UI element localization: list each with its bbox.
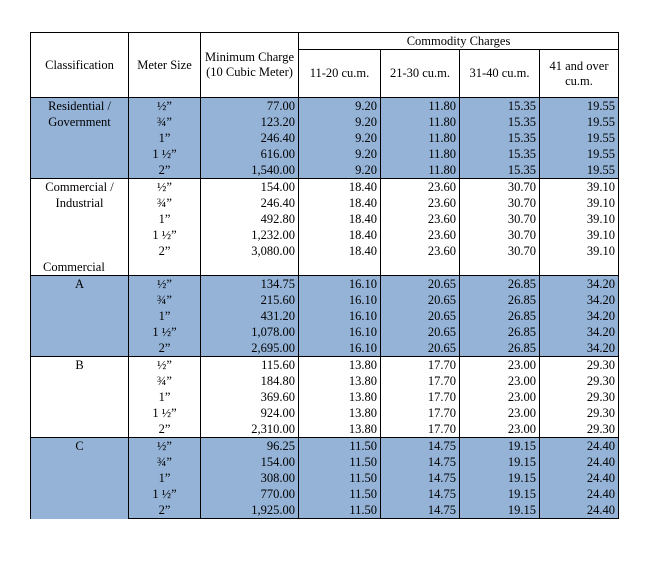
minimum-charge-cell: 215.60 (201, 292, 299, 308)
tier4-cell: 29.30 (540, 357, 619, 374)
tier1-cell: 16.10 (299, 340, 381, 357)
tier4-cell: 29.30 (540, 421, 619, 438)
table-row (31, 276, 619, 293)
tier1-cell: 9.20 (299, 146, 381, 162)
tier3-cell: 23.00 (460, 357, 540, 374)
tier2-cell: 11.80 (381, 130, 460, 146)
minimum-charge-cell: 3,080.00 (201, 243, 299, 259)
tier1-cell: 13.80 (299, 357, 381, 374)
tier2-cell: 20.65 (381, 308, 460, 324)
tier4-cell: 19.55 (540, 146, 619, 162)
tier2-cell: 23.60 (381, 211, 460, 227)
meter-size-cell: ¾” (129, 195, 201, 211)
tier1-cell: 11.50 (299, 486, 381, 502)
tier1-cell: 9.20 (299, 114, 381, 130)
tier4-cell: 19.55 (540, 162, 619, 179)
empty-cell (381, 259, 460, 276)
tier4-cell: 39.10 (540, 179, 619, 196)
tier1-cell: 11.50 (299, 454, 381, 470)
tier1-cell: 18.40 (299, 227, 381, 243)
tier3-cell: 30.70 (460, 227, 540, 243)
tier4-cell: 34.20 (540, 340, 619, 357)
tier3-cell: 26.85 (460, 308, 540, 324)
meter-size-cell: 1 ½” (129, 486, 201, 502)
tier4-cell: 29.30 (540, 373, 619, 389)
tier4-cell: 34.20 (540, 324, 619, 340)
tier1-cell: 13.80 (299, 389, 381, 405)
meter-size-cell: 1” (129, 211, 201, 227)
minimum-charge-cell: 1,078.00 (201, 324, 299, 340)
tier1-cell: 18.40 (299, 195, 381, 211)
minimum-charge-cell: 2,695.00 (201, 340, 299, 357)
minimum-charge-cell: 431.20 (201, 308, 299, 324)
tier3-cell: 26.85 (460, 292, 540, 308)
water-rates-table (30, 32, 619, 519)
tier3-cell: 15.35 (460, 162, 540, 179)
classification-label: Commercial / (45, 180, 114, 194)
meter-size-cell: ½” (129, 357, 201, 374)
tier1-cell: 18.40 (299, 211, 381, 227)
minimum-charge-cell: 616.00 (201, 146, 299, 162)
tier4-cell: 34.20 (540, 308, 619, 324)
meter-size-cell: 1” (129, 130, 201, 146)
tier4-cell: 39.10 (540, 243, 619, 259)
minimum-charge-cell: 123.20 (201, 114, 299, 130)
header-tier-41-over: 41 and over cu.m. (540, 50, 619, 98)
tier4-cell: 39.10 (540, 227, 619, 243)
meter-size-cell: ¾” (129, 114, 201, 130)
tier3-cell: 15.35 (460, 114, 540, 130)
tier3-cell: 26.85 (460, 324, 540, 340)
tier2-cell: 20.65 (381, 340, 460, 357)
meter-size-cell: 2” (129, 243, 201, 259)
tier4-cell: 34.20 (540, 292, 619, 308)
minimum-charge-cell: 115.60 (201, 357, 299, 374)
tier1-cell: 16.10 (299, 276, 381, 293)
meter-size-cell: 1 ½” (129, 146, 201, 162)
minimum-charge-cell: 246.40 (201, 195, 299, 211)
meter-size-cell: ¾” (129, 373, 201, 389)
tier2-cell: 23.60 (381, 243, 460, 259)
meter-size-cell: 1” (129, 389, 201, 405)
tier4-cell: 19.55 (540, 130, 619, 146)
empty-cell (540, 259, 619, 276)
header-minimum-charge: Minimum Charge (10 Cubic Meter) (201, 33, 299, 98)
meter-size-cell: 1 ½” (129, 405, 201, 421)
classification-label: B (75, 358, 84, 372)
tier1-cell: 13.80 (299, 373, 381, 389)
tier2-cell: 23.60 (381, 227, 460, 243)
tier2-cell: 17.70 (381, 405, 460, 421)
tier3-cell: 23.00 (460, 405, 540, 421)
header-tier-31-40: 31-40 cu.m. (460, 50, 540, 98)
empty-cell (129, 259, 201, 276)
meter-size-cell: 2” (129, 502, 201, 519)
table-header (31, 33, 619, 98)
tier1-cell: 13.80 (299, 421, 381, 438)
tier3-cell: 15.35 (460, 130, 540, 146)
tier4-cell: 24.40 (540, 502, 619, 519)
table-row (31, 357, 619, 374)
meter-size-cell: ¾” (129, 292, 201, 308)
tier4-cell: 29.30 (540, 405, 619, 421)
tier2-cell: 23.60 (381, 179, 460, 196)
minimum-charge-cell: 308.00 (201, 470, 299, 486)
meter-size-cell: ½” (129, 438, 201, 455)
classification-label: C (75, 439, 84, 453)
tier2-cell: 14.75 (381, 502, 460, 519)
header-meter-size: Meter Size (129, 33, 201, 98)
tier4-cell: 34.20 (540, 276, 619, 293)
tier3-cell: 23.00 (460, 389, 540, 405)
tier2-cell: 17.70 (381, 357, 460, 374)
empty-cell (460, 259, 540, 276)
tier2-cell: 11.80 (381, 98, 460, 115)
tier1-cell: 11.50 (299, 470, 381, 486)
tier1-cell: 11.50 (299, 438, 381, 455)
tier2-cell: 14.75 (381, 486, 460, 502)
tier1-cell: 16.10 (299, 308, 381, 324)
tier4-cell: 24.40 (540, 438, 619, 455)
tier1-cell: 16.10 (299, 292, 381, 308)
tier3-cell: 30.70 (460, 179, 540, 196)
minimum-charge-cell: 1,925.00 (201, 502, 299, 519)
meter-size-cell: 2” (129, 162, 201, 179)
tier2-cell: 14.75 (381, 454, 460, 470)
classification-cell (31, 438, 129, 519)
tier1-cell: 9.20 (299, 130, 381, 146)
tier3-cell: 26.85 (460, 276, 540, 293)
minimum-charge-cell: 369.60 (201, 389, 299, 405)
minimum-charge-cell: 492.80 (201, 211, 299, 227)
tier1-cell: 13.80 (299, 405, 381, 421)
empty-cell (299, 259, 381, 276)
meter-size-cell: ¾” (129, 454, 201, 470)
meter-size-cell: ½” (129, 179, 201, 196)
tier1-cell: 9.20 (299, 98, 381, 115)
tier3-cell: 15.35 (460, 146, 540, 162)
table-body (31, 98, 619, 519)
tier3-cell: 30.70 (460, 211, 540, 227)
tier3-cell: 30.70 (460, 195, 540, 211)
classification-subheading: Commercial (31, 259, 129, 276)
tier3-cell: 19.15 (460, 454, 540, 470)
header-tier-21-30: 21-30 cu.m. (381, 50, 460, 98)
tier4-cell: 29.30 (540, 389, 619, 405)
tier4-cell: 39.10 (540, 211, 619, 227)
tier1-cell: 16.10 (299, 324, 381, 340)
table-row (31, 259, 619, 276)
meter-size-cell: 1 ½” (129, 227, 201, 243)
tier2-cell: 11.80 (381, 114, 460, 130)
minimum-charge-cell: 246.40 (201, 130, 299, 146)
tier4-cell: 24.40 (540, 486, 619, 502)
tier2-cell: 17.70 (381, 421, 460, 438)
empty-cell (201, 259, 299, 276)
tier2-cell: 11.80 (381, 146, 460, 162)
tier1-cell: 18.40 (299, 243, 381, 259)
tier3-cell: 30.70 (460, 243, 540, 259)
meter-size-cell: 2” (129, 340, 201, 357)
tier3-cell: 19.15 (460, 502, 540, 519)
tier2-cell: 11.80 (381, 162, 460, 179)
tier2-cell: 14.75 (381, 470, 460, 486)
tier4-cell: 19.55 (540, 114, 619, 130)
tier3-cell: 19.15 (460, 486, 540, 502)
minimum-charge-cell: 184.80 (201, 373, 299, 389)
tier3-cell: 19.15 (460, 470, 540, 486)
minimum-charge-cell: 134.75 (201, 276, 299, 293)
tier2-cell: 20.65 (381, 276, 460, 293)
tier3-cell: 23.00 (460, 421, 540, 438)
tier4-cell: 19.55 (540, 98, 619, 115)
meter-size-cell: 1” (129, 308, 201, 324)
tier2-cell: 17.70 (381, 389, 460, 405)
tier2-cell: 20.65 (381, 324, 460, 340)
minimum-charge-cell: 154.00 (201, 454, 299, 470)
minimum-charge-cell: 770.00 (201, 486, 299, 502)
tier3-cell: 23.00 (460, 373, 540, 389)
header-classification: Classification (31, 33, 129, 98)
classification-label: Residential / (48, 99, 111, 113)
minimum-charge-cell: 924.00 (201, 405, 299, 421)
tier2-cell: 23.60 (381, 195, 460, 211)
header-tier-11-20: 11-20 cu.m. (299, 50, 381, 98)
classification-cell (31, 357, 129, 438)
minimum-charge-cell: 77.00 (201, 98, 299, 115)
minimum-charge-cell: 1,232.00 (201, 227, 299, 243)
tier2-cell: 14.75 (381, 438, 460, 455)
tier2-cell: 17.70 (381, 373, 460, 389)
meter-size-cell: 1” (129, 470, 201, 486)
tier4-cell: 24.40 (540, 470, 619, 486)
tier3-cell: 19.15 (460, 438, 540, 455)
minimum-charge-cell: 1,540.00 (201, 162, 299, 179)
tier1-cell: 9.20 (299, 162, 381, 179)
meter-size-cell: ½” (129, 276, 201, 293)
classification-cell (31, 179, 129, 260)
tier2-cell: 20.65 (381, 292, 460, 308)
meter-size-cell: ½” (129, 98, 201, 115)
tier4-cell: 24.40 (540, 454, 619, 470)
tier4-cell: 39.10 (540, 195, 619, 211)
minimum-charge-cell: 96.25 (201, 438, 299, 455)
minimum-charge-cell: 2,310.00 (201, 421, 299, 438)
table-row (31, 98, 619, 115)
meter-size-cell: 2” (129, 421, 201, 438)
meter-size-cell: 1 ½” (129, 324, 201, 340)
classification-cell (31, 98, 129, 179)
tier1-cell: 11.50 (299, 502, 381, 519)
tier3-cell: 15.35 (460, 98, 540, 115)
table-row (31, 438, 619, 455)
minimum-charge-cell: 154.00 (201, 179, 299, 196)
classification-label: A (74, 277, 85, 291)
classification-cell (31, 276, 129, 357)
tier3-cell: 26.85 (460, 340, 540, 357)
tier1-cell: 18.40 (299, 179, 381, 196)
table-row (31, 179, 619, 196)
classification-label-line2: Government (48, 115, 111, 129)
classification-label-line2: Industrial (55, 196, 104, 210)
header-commodity-charges: Commodity Charges (299, 33, 619, 50)
